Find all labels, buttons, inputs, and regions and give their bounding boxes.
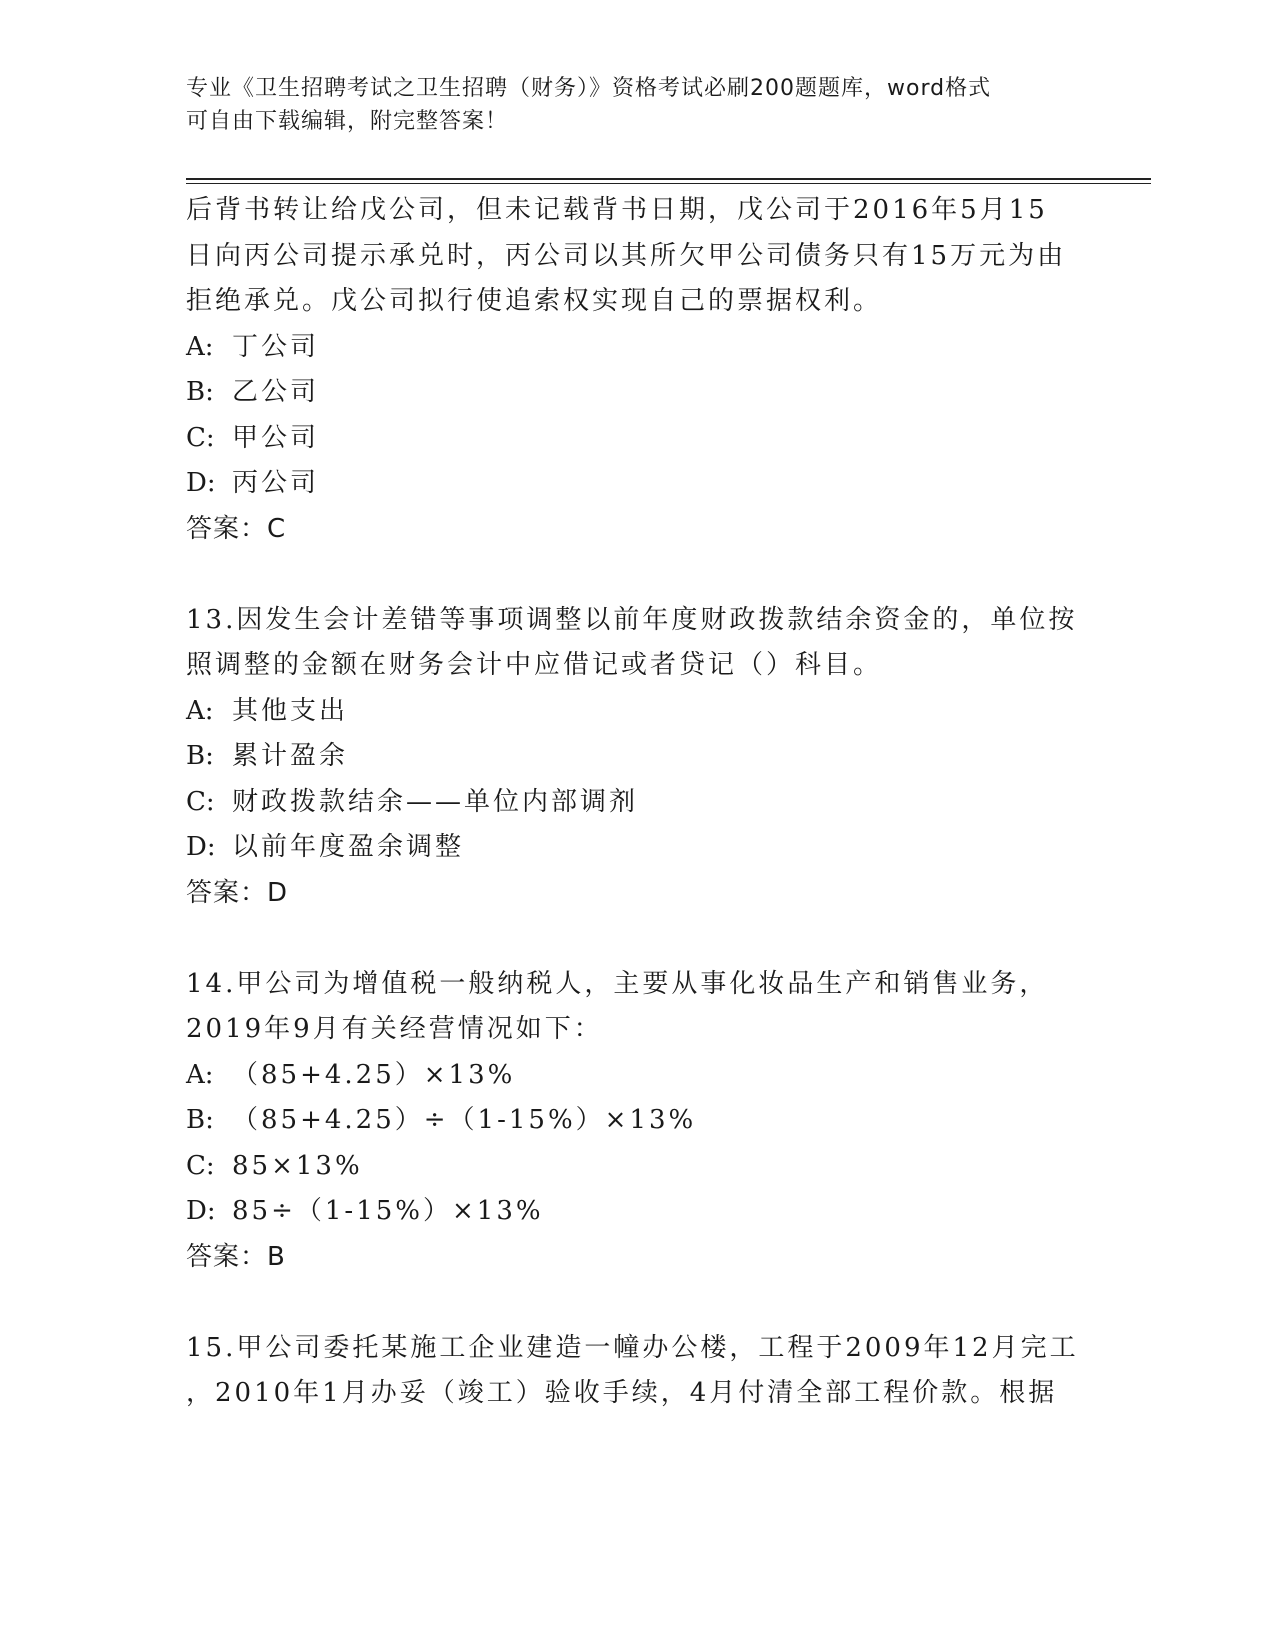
option-a (186, 1053, 1086, 1099)
option-b (186, 370, 1086, 416)
spacer (186, 1280, 1086, 1326)
option-label: D: (186, 832, 216, 862)
option-c (186, 780, 1086, 826)
question-12 (186, 188, 1086, 552)
header-title-line-2: 可自由下载编辑，附完整答案！ (186, 109, 509, 134)
spacer (186, 552, 1086, 598)
option-text: 财政拨款结余——单位内部调剂 (232, 786, 639, 817)
option-d (186, 825, 1086, 871)
option-d (186, 1189, 1086, 1235)
option-label: A: (186, 695, 214, 726)
header-divider (186, 178, 1151, 184)
option-label: D: (186, 468, 216, 498)
answer-line: 答案：B (186, 1241, 286, 1272)
answer-line: 答案：C (186, 513, 287, 544)
option-d (186, 461, 1086, 507)
option-c (186, 416, 1086, 462)
document-body (186, 188, 1086, 1417)
question-14 (186, 962, 1086, 1281)
question-text-line: ，2010年1月办妥（竣工）验收手续，4月付清全部工程价款。根据 (186, 1378, 1058, 1408)
option-text: 累计盈余 (232, 741, 349, 771)
question-text-line: 14.甲公司为增值税一般纳税人，主要从事化妆品生产和销售业务， (186, 968, 1049, 999)
option-a (186, 325, 1086, 371)
option-text: 85×13% (232, 1150, 363, 1181)
document-header (186, 72, 1086, 138)
option-text: 丁公司 (232, 331, 320, 362)
option-text: 乙公司 (232, 377, 320, 407)
option-text: （85+4.25）÷（1-15%）×13% (232, 1105, 697, 1135)
question-text-line: 拒绝承兑。戊公司拟行使追索权实现自己的票据权利。 (186, 286, 883, 316)
option-text: 甲公司 (232, 422, 320, 453)
option-b (186, 1098, 1086, 1144)
question-text-line: 日向丙公司提示承兑时，丙公司以其所欠甲公司债务只有15万元为由 (186, 240, 1067, 271)
option-label: B: (186, 377, 214, 407)
question-text-line: 2019年9月有关经营情况如下： (186, 1014, 603, 1044)
option-label: B: (186, 741, 214, 771)
answer-line: 答案：D (186, 877, 289, 908)
option-label: C: (186, 786, 215, 817)
question-text-line: 15.甲公司委托某施工企业建造一幢办公楼，工程于2009年12月完工 (186, 1332, 1079, 1363)
question-text-line: 后背书转让给戊公司，但未记载背书日期，戊公司于2016年5月15 (186, 195, 1048, 225)
option-label: D: (186, 1196, 216, 1226)
question-text-line: 照调整的金额在财务会计中应借记或者贷记（）科目。 (186, 650, 883, 680)
header-title-line-1: 专业《卫生招聘考试之卫生招聘（财务）》资格考试必刷200题题库，word格式 (186, 76, 992, 101)
option-text: （85+4.25）×13% (232, 1059, 516, 1090)
option-label: A: (186, 331, 214, 362)
question-text-line: 13.因发生会计差错等事项调整以前年度财政拨款结余资金的，单位按 (186, 604, 1078, 635)
option-label: B: (186, 1105, 214, 1135)
spacer (186, 916, 1086, 962)
option-text: 丙公司 (232, 468, 320, 498)
option-c (186, 1144, 1086, 1190)
option-text: 以前年度盈余调整 (232, 832, 465, 862)
option-label: C: (186, 1150, 215, 1181)
option-b (186, 734, 1086, 780)
option-label: A: (186, 1059, 214, 1090)
option-label: C: (186, 422, 215, 453)
option-text: 其他支出 (232, 695, 349, 726)
question-15 (186, 1326, 1086, 1417)
question-13 (186, 598, 1086, 917)
option-a (186, 689, 1086, 735)
option-text: 85÷（1-15%）×13% (232, 1196, 544, 1226)
